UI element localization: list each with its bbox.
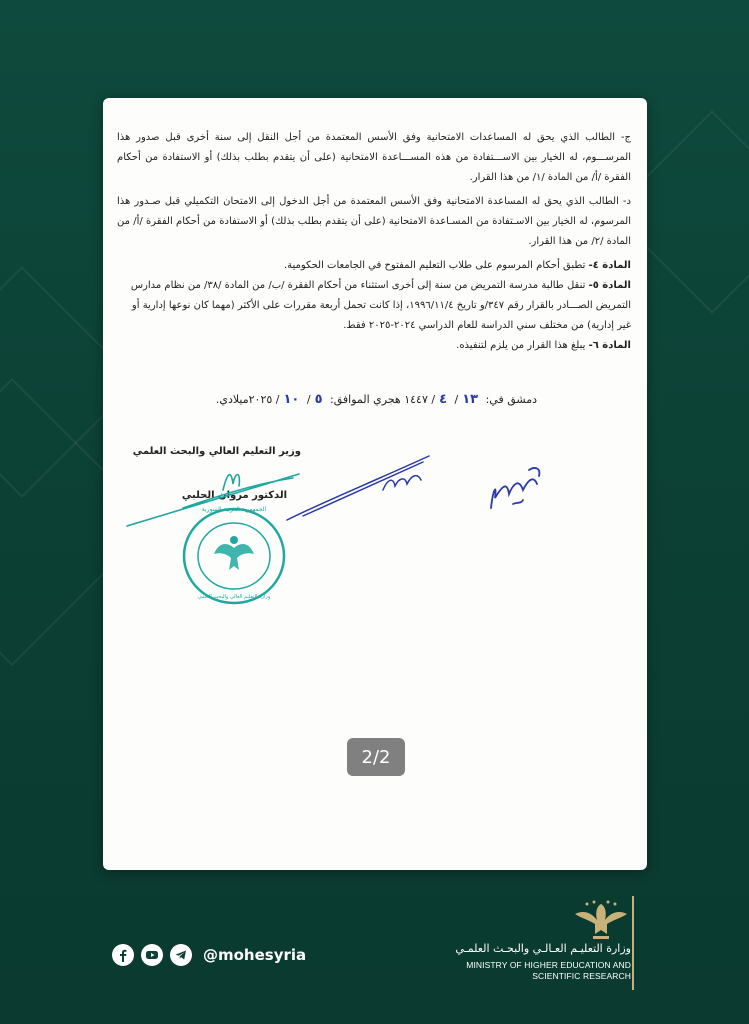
signature-right: [483, 460, 553, 515]
seal-text-top: الجمهورية العربية السورية: [201, 506, 267, 513]
greg-month: ١٠: [283, 392, 300, 407]
article-4-text: تطبق أحكام المرسوم على طلاب التعليم المفتوح في الجامعات الحكومية.: [283, 260, 589, 271]
ministry-name-en-line1: MINISTRY OF HIGHER EDUCATION AND: [466, 960, 631, 970]
article-4: [117, 256, 631, 276]
date-line: دمشق في: ١٣/ ٤/ ١٤٤٧ هجري الموافق: ٥/ ١٠/ ٢٠٢٥ميلادي.: [215, 392, 537, 407]
hijri-month: ٤: [439, 392, 447, 407]
greg-day: ٥: [314, 392, 323, 407]
article-6-label: المادة ٦-: [588, 340, 631, 351]
paragraph-j: ج- الطالب الذي يحق له المساعدات الامتحانية وفق الأسس المعتمدة من أجل النقل إلى سنة أخرى قبل صدور هذا المرســـوم، له الخيار بين الاســـتفادة من هذه المســـاعدة الامتحانية (على أن يتقدم بطلب بذلك) أو الاستفادة من أحكام الفقرة /أ/ من المادة /١/ من هذا القرار.: [117, 132, 631, 183]
facebook-icon[interactable]: [112, 944, 134, 966]
social-links: [112, 944, 306, 966]
article-6: [117, 336, 631, 356]
document-body: [117, 128, 631, 356]
hijri-year: ١٤٤٧ هجري الموافق:: [330, 393, 428, 406]
social-handle[interactable]: @mohesyria: [203, 946, 307, 964]
document-page: [103, 98, 647, 870]
article-5-label: المادة ٥-: [588, 280, 631, 291]
signature-middle: [283, 450, 433, 525]
minister-title: وزير التعليم العالي والبحث العلمي: [132, 446, 301, 457]
hijri-day: ١٣: [462, 392, 479, 407]
minister-name: الدكتور مروان الحلبي: [181, 490, 287, 501]
page-indicator: 2/2: [347, 738, 405, 776]
article-5: [117, 276, 631, 336]
article-4-label: المادة ٤-: [588, 260, 631, 271]
seal-text-bottom: وزارة التعليم العالي والبحث العلمي: [197, 594, 271, 600]
eagle-emblem-icon: [573, 900, 629, 942]
greg-year: ٢٠٢٥ميلادي.: [215, 393, 273, 406]
logo-divider: [632, 896, 634, 990]
official-seal: [181, 506, 287, 606]
ministry-name-en-line2: SCIENTIFIC RESEARCH: [532, 971, 631, 981]
article-6-text: يبلغ هذا القرار من يلزم لتنفيذه.: [456, 340, 589, 351]
ministry-logo: [431, 900, 631, 990]
youtube-icon[interactable]: [141, 944, 163, 966]
paragraph-d: د- الطالب الذي يحق له المساعدة الامتحانية وفق الأسس المعتمدة من أجل الدخول إلى الامتحان التكميلي قبل صـدور هذا المرسوم، له الخيار بين الاسـتفادة من المسـاعدة الامتحانية (على أن يتقدم بطلب بذلك) أو الاستفادة من أحكام الفقرة /أ/ من المادة /٢/ من هذا القرار.: [117, 196, 631, 247]
ministry-name-ar: وزارة التعليـم العـالـي والبحـث العلمـي: [455, 942, 631, 955]
article-5-text: تنقل طالبة مدرسة التمريض من سنة إلى أخرى استثناء من أحكام الفقرة /ب/ من المادة /٣٨/ من نظام مدارس التمريض الصـــادر بالقرار رقم ٣٤٧/و تاريخ ١٩٩٦/١١/٤، إذا كانت تحمل أربعة مقررات على الأكثر (مهما كان نوعها إدارية أو غير إدارية) من مختلف سني الدراسة للعام الدراسي ٢٠٢٤-٢٠٢٥ فقط.: [130, 280, 631, 331]
date-prefix: دمشق في:: [485, 393, 537, 406]
telegram-icon[interactable]: [170, 944, 192, 966]
